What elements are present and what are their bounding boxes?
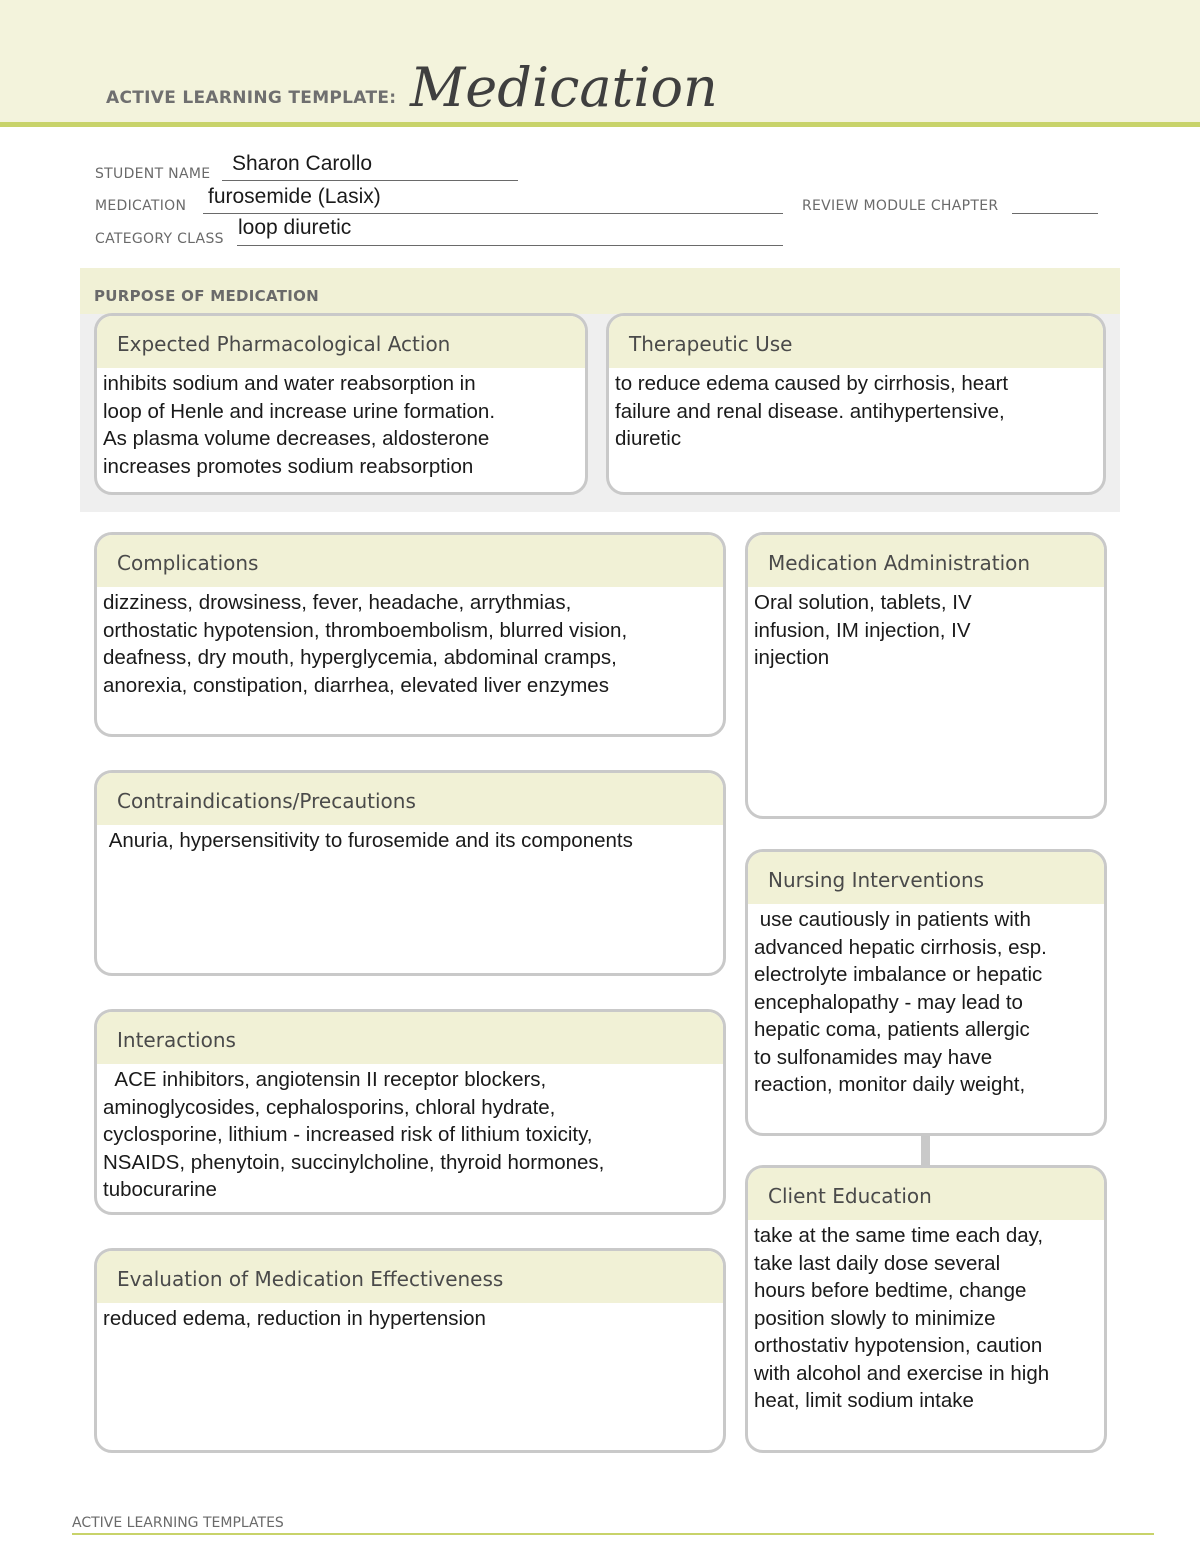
client-education-box — [745, 1165, 1107, 1453]
category-class-line — [237, 245, 783, 246]
student-name-label: STUDENT NAME — [95, 166, 211, 182]
complications-text[interactable]: dizziness, drowsiness, fever, headache, arrythmias, orthostatic hypotension, thromboembolism, blurred vision, deafness, dry mouth, hyperglycemia, abdominal cramps, anorexia, constipation, diarrhea, elevated liver enzymes — [103, 591, 628, 697]
administration-box — [745, 532, 1107, 819]
nursing-interventions-heading: Nursing Interventions — [748, 852, 1104, 904]
therapeutic-use-text[interactable]: to reduce edema caused by cirrhosis, heart failure and renal disease. antihypertensive, diuretic — [615, 372, 1009, 450]
administration-text[interactable]: Oral solution, tablets, IV infusion, IM injection, IV injection — [754, 591, 972, 669]
interactions-heading: Interactions — [97, 1012, 723, 1064]
interactions-text[interactable]: ACE inhibitors, angiotensin II receptor blockers, aminoglycosides, cephalosporins, chloral hydrate, cyclosporine, lithium - increased risk of lithium toxicity, NSAIDS, phenytoin, succinylcholine, thyroid hormones, tubocurarine — [103, 1068, 605, 1201]
student-name-line — [222, 180, 518, 181]
interactions-box — [94, 1009, 726, 1215]
page-title: Medication — [410, 56, 718, 119]
category-class-label: CATEGORY CLASS — [95, 231, 224, 247]
client-education-text[interactable]: take at the same time each day, take last daily dose several hours before bedtime, change position slowly to minimize orthostativ hypotension, caution with alcohol and exercise in high heat, limit sodium intake — [754, 1224, 1050, 1412]
expected-action-text[interactable]: inhibits sodium and water reabsorption in loop of Henle and increase urine formation. As plasma volume decreases, aldosterone increases promotes sodium reabsorption — [103, 372, 496, 478]
student-name-field[interactable]: Sharon Carollo — [232, 152, 373, 175]
evaluation-text[interactable]: reduced edema, reduction in hypertension — [103, 1307, 486, 1330]
nursing-interventions-box — [745, 849, 1107, 1136]
complications-heading: Complications — [97, 535, 723, 587]
header-divider — [0, 122, 1200, 127]
expected-action-heading: Expected Pharmacological Action — [97, 316, 585, 368]
contraindications-text[interactable]: Anuria, hypersensitivity to furosemide and its components — [103, 829, 633, 852]
medication-label: MEDICATION — [95, 198, 187, 214]
category-class-field[interactable]: loop diuretic — [238, 216, 352, 239]
evaluation-box — [94, 1248, 726, 1453]
review-module-line — [1012, 213, 1098, 214]
footer-label: ACTIVE LEARNING TEMPLATES — [72, 1515, 284, 1531]
footer-divider — [72, 1533, 1154, 1535]
evaluation-heading: Evaluation of Medication Effectiveness — [97, 1251, 723, 1303]
contraindications-heading: Contraindications/Precautions — [97, 773, 723, 825]
connector-bar — [921, 1134, 930, 1166]
review-module-label: REVIEW MODULE CHAPTER — [802, 198, 999, 214]
contraindications-box — [94, 770, 726, 976]
template-label: ACTIVE LEARNING TEMPLATE: — [106, 88, 397, 108]
medication-field[interactable]: furosemide (Lasix) — [208, 185, 381, 208]
medication-line — [203, 213, 783, 214]
complications-box — [94, 532, 726, 737]
purpose-title: PURPOSE OF MEDICATION — [94, 287, 320, 305]
administration-heading: Medication Administration — [748, 535, 1104, 587]
nursing-interventions-text[interactable]: use cautiously in patients with advanced hepatic cirrhosis, esp. electrolyte imbalance or hepatic encephalopathy - may lead to hepatic coma, patients allergic to sulfonamides may have reaction, monitor daily weight, — [754, 908, 1047, 1096]
expected-action-box — [94, 313, 588, 495]
therapeutic-use-heading: Therapeutic Use — [609, 316, 1103, 368]
client-education-heading: Client Education — [748, 1168, 1104, 1220]
therapeutic-use-box — [606, 313, 1106, 495]
